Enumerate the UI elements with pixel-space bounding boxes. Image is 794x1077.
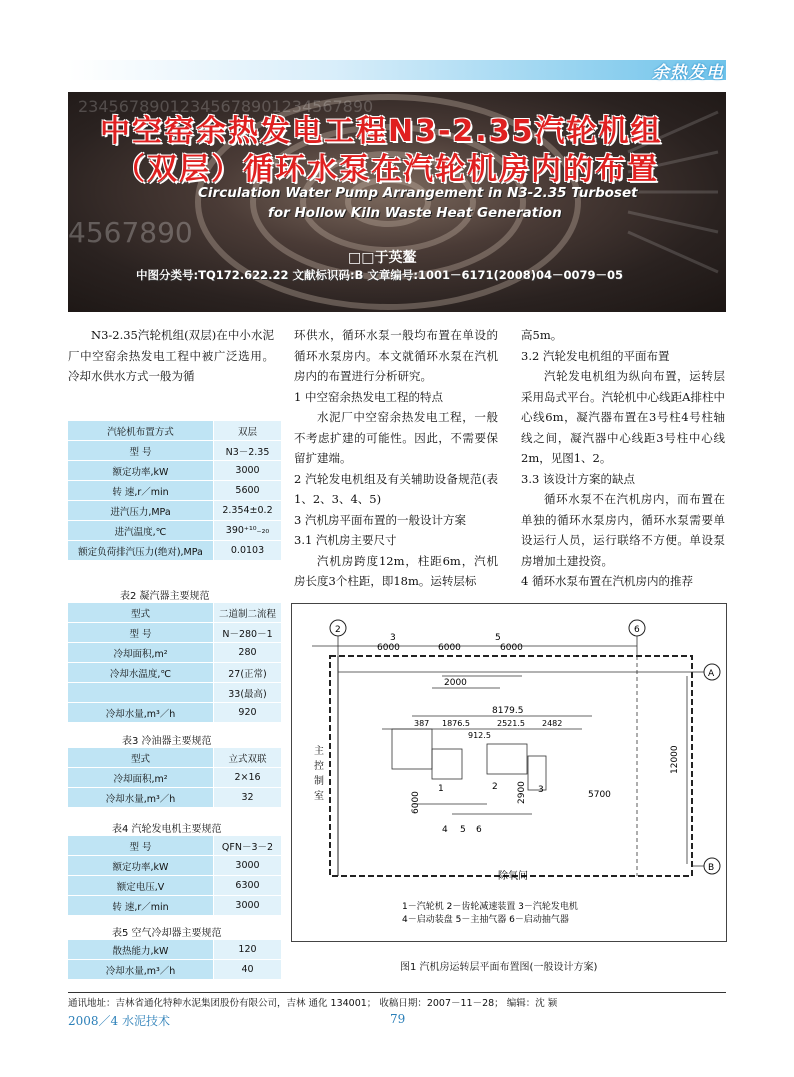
journal-footer: 2008／4 水泥技术: [68, 1014, 170, 1028]
table5-value: 120: [214, 940, 282, 960]
dim-6000-2: 6000: [438, 643, 461, 653]
table1-value: 5600: [214, 481, 282, 501]
table2-value: 920: [214, 703, 282, 723]
table5-row: [68, 940, 281, 960]
table1-row: [68, 481, 281, 501]
table5-key: 散热能力,kW: [68, 940, 214, 960]
col3-para-1: 高5m。: [521, 328, 563, 342]
table1-value: 0.0103: [214, 541, 282, 561]
table4-key: 转 速,r／min: [68, 896, 214, 916]
table3-value: 32: [214, 788, 282, 808]
table-3-oil-cooler-spec: [68, 748, 281, 808]
table1-value: 双层: [214, 421, 282, 441]
table1-row: [68, 541, 281, 561]
table4-value: 3000: [214, 856, 282, 876]
heading-3-1: 3.1 汽机房主要尺寸: [294, 533, 397, 547]
table1-row: [68, 461, 281, 481]
banner-digits-deco: 23456789012345678901234567890: [78, 97, 374, 116]
eq-1: 1: [438, 784, 444, 794]
header-band: [68, 60, 726, 80]
table-2-caption: 表2 凝汽器主要规范: [120, 591, 210, 602]
page-number: 79: [390, 1012, 406, 1026]
axis-mark-B: B: [708, 863, 715, 873]
eq-2: 2: [492, 782, 498, 792]
table4-row: [68, 896, 281, 916]
heading-3: 3 汽机房平面布置的一般设计方案: [294, 512, 466, 527]
table1-key: 型 号: [68, 441, 214, 461]
table2-value: 33(最高): [214, 683, 282, 703]
col2-para-2: 水泥厂中空窑余热发电工程，一般不考虑扩建的可能性。因此，不需要保留扩建端。: [294, 410, 498, 465]
section-tag: 余热发电: [652, 63, 724, 83]
table-3-caption: 表3 冷油器主要规范: [122, 736, 212, 747]
table2-row: [68, 603, 281, 623]
table2-row: [68, 663, 281, 683]
heading-1: 1 中空窑余热发电工程的特点: [294, 389, 443, 404]
dim-6000-1: 6000: [377, 643, 400, 653]
figure-1-box: [291, 603, 727, 942]
table2-value: N－280－1: [214, 623, 282, 643]
table2-row: [68, 703, 281, 723]
table1-value: 3000: [214, 461, 282, 481]
control-room-label: 主控制室: [314, 746, 324, 802]
col3-para-3: 循环水泵不在汽机房内，而布置在单独的循环水泵房内，循环水泵需要单设运行人员，运行联络不方便。单设泵房增加土建投资。: [521, 492, 725, 568]
table1-key: 转 速,r／min: [68, 481, 214, 501]
col3-para-2: 汽轮发电机组为纵向布置，运转层采用岛式平台。汽轮机中心线距A排柱中心线6m，凝汽器布置在3号柱4号柱轴线之间，凝汽器中心线距3号柱中心线2m，见图1、2。: [521, 369, 725, 465]
axis-mark-6: 6: [634, 625, 640, 635]
table1-row: [68, 501, 281, 521]
dim-1876: 1876.5: [442, 719, 470, 728]
table2-key: [68, 683, 214, 703]
table4-key: 额定电压,V: [68, 876, 214, 896]
eq-6: 6: [476, 825, 482, 835]
axis-mark-3: 3: [390, 633, 396, 643]
title-line-2: （双层）循环水泵在汽轮机房内的布置: [115, 152, 659, 187]
title-banner: [68, 92, 726, 312]
table4-value: QFN－3－2: [214, 836, 282, 856]
table3-row: [68, 748, 281, 768]
dim-6000-3: 6000: [500, 643, 523, 653]
table1-row: [68, 421, 281, 441]
table3-key: 冷却面积,m²: [68, 768, 214, 788]
author: □□于英鳌: [348, 250, 417, 266]
col1-intro: N3-2.35汽轮机组(双层)在中小水泥厂中空窑余热发电工程中被广泛选用。冷却水供水方式一般为循: [68, 328, 274, 383]
table4-value: 3000: [214, 896, 282, 916]
axis-mark-2: 2: [335, 625, 341, 635]
dim-5700: 5700: [588, 790, 611, 800]
heading-2: 2 汽轮发电机组及有关辅助设备规范(表1、2、3、4、5): [294, 471, 498, 506]
figure-1-caption: 图1 汽机房运转层平面布置图(一般设计方案): [400, 962, 598, 973]
table5-key: 冷却水量,m³／h: [68, 960, 214, 980]
figure-legend-1: 1－汽轮机 2－齿轮减速装置 3－汽轮发电机: [402, 902, 578, 912]
dim-6000-vertical: 6000: [411, 791, 421, 814]
table3-key: 冷却水量,m³／h: [68, 788, 214, 808]
dim-2000: 2000: [444, 678, 467, 688]
table1-key: 额定功率,kW: [68, 461, 214, 481]
author-footnote: 通讯地址：吉林省通化特种水泥集团股份有限公司，吉林 通化 134001； 收稿日期：2007－11－28； 编辑：沈 颍: [68, 992, 726, 1009]
eq-4: 4: [442, 825, 448, 835]
table5-row: [68, 960, 281, 980]
table4-key: 额定功率,kW: [68, 856, 214, 876]
table2-key: 型式: [68, 603, 214, 623]
dim-12000: 12000: [670, 745, 680, 774]
axis-mark-A: A: [708, 669, 715, 679]
table1-row: [68, 521, 281, 541]
dim-387: 387: [414, 719, 430, 728]
figure-1-floor-plan: [292, 604, 726, 941]
col3-text: [521, 325, 725, 592]
table2-value: 280: [214, 643, 282, 663]
table4-row: [68, 856, 281, 876]
table1-value: 2.354±0.2: [214, 501, 282, 521]
classification-line: 中图分类号:TQ172.622.22 文献标识码:B 文章编号:1001－6171(2008)04－0079－05: [136, 268, 623, 282]
table3-value: 2×16: [214, 768, 282, 788]
dim-912: 912.5: [468, 731, 491, 740]
figure-legend-2: 4－启动装盘 5－主抽气器 6－启动抽气器: [402, 915, 569, 925]
col2-para-3: 汽机房跨度12m，柱距6m，汽机房长度3个柱距，即18m。运转层标: [294, 553, 498, 588]
table-2-condenser-spec: [68, 603, 281, 723]
col2-para-1: 环供水，循环水泵一般均布置在单设的循环水泵房内。本文就循环水泵在汽机房内的布置进行分析研究。: [294, 328, 498, 383]
dim-8179: 8179.5: [492, 706, 524, 716]
table1-key: 汽轮机布置方式: [68, 421, 214, 441]
table2-value: 二道制二流程: [214, 603, 282, 623]
table3-row: [68, 788, 281, 808]
dim-2482: 2482: [542, 719, 563, 728]
table2-key: 型 号: [68, 623, 214, 643]
table2-key: 冷却水温度,℃: [68, 663, 214, 683]
table5-value: 40: [214, 960, 282, 980]
heading-3-3: 3.3 该设计方案的缺点: [521, 471, 635, 486]
table2-value: 27(正常): [214, 663, 282, 683]
table4-value: 6300: [214, 876, 282, 896]
axis-mark-5: 5: [495, 633, 501, 643]
dim-2900: 2900: [517, 781, 527, 804]
table1-value: N3－2.35: [214, 441, 282, 461]
table1-key: 进汽压力,MPa: [68, 501, 214, 521]
table2-row: [68, 623, 281, 643]
dim-2521: 2521.5: [497, 719, 525, 728]
table1-key: 额定负荷排汽压力(绝对),MPa: [68, 541, 214, 561]
banner-digits-deco-2: 4567890: [68, 216, 193, 249]
table3-row: [68, 768, 281, 788]
heading-3-2: 3.2 汽轮发电机组的平面布置: [521, 348, 670, 363]
table-4-caption: 表4 汽轮发电机主要规范: [112, 824, 222, 835]
deaerator-label: 除氧间: [498, 871, 528, 882]
table2-row: [68, 643, 281, 663]
table2-key: 冷却面积,m²: [68, 643, 214, 663]
table4-key: 型 号: [68, 836, 214, 856]
table2-row: [68, 683, 281, 703]
title-en-line-2: for Hollow Kiln Waste Heat Generation: [268, 205, 562, 221]
title-en-line-1: Circulation Water Pump Arrangement in N3-2.35 Turboset: [198, 185, 638, 201]
table-1-turbine-spec: [68, 421, 281, 561]
col2-text: [294, 325, 498, 592]
eq-3: 3: [538, 785, 544, 795]
table-5-air-cooler-spec: [68, 940, 281, 980]
table3-key: 型式: [68, 748, 214, 768]
table4-row: [68, 876, 281, 896]
table-4-generator-spec: [68, 836, 281, 916]
table1-key: 进汽温度,℃: [68, 521, 214, 541]
eq-5: 5: [460, 825, 466, 835]
heading-4: 4 循环水泵布置在汽机房内的推荐: [521, 574, 693, 588]
table2-key: 冷却水量,m³／h: [68, 703, 214, 723]
table-5-caption: 表5 空气冷却器主要规范: [112, 928, 222, 939]
table1-row: [68, 441, 281, 461]
title-line-1: 中空窑余热发电工程N3-2.35汽轮机组: [100, 114, 663, 149]
table4-row: [68, 836, 281, 856]
table1-value: 390⁺¹⁰₋₂₀: [214, 521, 282, 541]
table3-value: 立式双联: [214, 748, 282, 768]
